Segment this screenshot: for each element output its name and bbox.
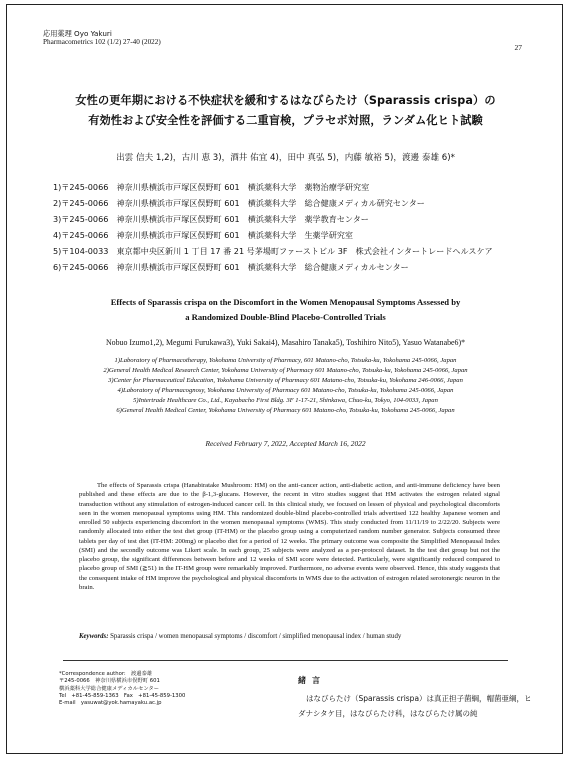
title-en bbox=[47, 295, 524, 325]
journal-title-jp: 応用薬理 Oyo Yakuri bbox=[43, 29, 112, 38]
journal-citation: Pharmacometrics 102 (1/2) 27-40 (2022) bbox=[43, 38, 161, 46]
affiliation-en-4: 4)Laboratory of Pharmacognosy, Yokohama University of Pharmacy 601 Matano-cho, Totsuka-ku, Yokohama 245-0066, Japan bbox=[117, 387, 454, 394]
title-en-line-1: Effects of Sparassis crispa on the Discomfort in the Women Menopausal Symptoms Assessed by bbox=[110, 297, 461, 307]
correspondence-author: *Correspondence author: 渡邊泰雄 bbox=[59, 671, 153, 677]
authors-en: Nobuo Izumo1,2), Megumi Furukawa3), Yuki Sakai4), Masahiro Tanaka5), Toshihiro Nito5), Yasuo Watanabe6)* bbox=[105, 338, 466, 347]
affiliation-en-3: 3)Center for Pharmaceutical Education, Yokohama University of Pharmacy 601 Matano-cho, Totsuka-ku, Yokohama 246-0066, Japan bbox=[108, 377, 463, 384]
journal-header bbox=[43, 29, 161, 47]
abstract: The effects of Sparassis crispa (Hanabiratake Mushroom: HM) on the anti-cancer action, anti-diabetic action, and anti-immune deficiency have been published and these effects are due to the β-1,3-glucans. However, the recent in vitro studies suggest that HM activates the estrogen related signal transduction without any stimulation of estrogen-induced cancer cell. In this clinical study, we focused on lessen of physical and psychological discomforts seen in the women menopausal symptoms using HM. This randomized double-blind placebo-controlled trials advertised 122 healthy Japanese women and enrolled 50 subjects experiencing discomfort in the women menopausal symptoms (WMS). This study conducted from 11/11/19 to 2/22/20. Subjects were randomly allocated into either the test diet group (IT-HM) or the placebo group using a computerized random number generator. Subjects consumed three tablets per day of test diet (IT-HM: 200mg) or placebo diet for a period of 12 weeks. The primary outcome was composite the Simplified Menopausal Index (SMI) and the secondly outcome was Likert scale. In each group, 25 subjects were analyzed as a per-protocol dataset. In the test diet group but not the placebo group, the significant differences between before and 12 weeks of SMI score were detected. Particularly, were significantly reduced compared to placebo group of SMI (≧51) in the IT-HM group were remarkably improved. Furthermore, no adverse events were observed. Hence, this study suggests that the consequent intake of HM improve the psychological and physical discomforts in WMS due to the activation of estrogen related serotonergic neuron in the brain. bbox=[79, 482, 500, 591]
correspondence-note bbox=[59, 671, 259, 707]
affiliation-jp-5: 5)〒104-0033 東京都中央区新川 1 丁目 17 番 21 号茅場町ファーストビル 3F 株式会社インタートレードヘルスケア bbox=[53, 246, 493, 256]
keywords-text: Sparassis crispa / women menopausal symptoms / discomfort / simplified menopausal index / human study bbox=[110, 633, 402, 640]
affiliations-jp bbox=[53, 179, 527, 275]
intro-heading: 緒言 bbox=[298, 676, 326, 685]
affiliations-en bbox=[43, 356, 528, 416]
correspondence-institution: 横浜薬科大学総合健康メディカルセンター bbox=[59, 685, 160, 692]
section-divider bbox=[63, 660, 508, 661]
affiliation-en-2: 2)General Health Medical Research Center, Yokohama University of Pharmacy 601 Matano-cho, Totsuka-ku, Yokohama 245-0066, Japan bbox=[103, 367, 468, 374]
paper-page bbox=[6, 4, 563, 754]
affiliation-jp-3: 3)〒245-0066 神奈川県横浜市戸塚区俣野町 601 横浜薬科大学 薬学教育センター bbox=[53, 214, 369, 224]
correspondence-address: 〒245-0066 神奈川県横浜市俣野町 601 bbox=[59, 678, 160, 685]
title-jp bbox=[37, 91, 534, 131]
received-dates: Received February 7, 2022, Accepted March 16, 2022 bbox=[205, 439, 366, 448]
keywords bbox=[79, 633, 500, 640]
affiliation-en-6: 6)General Health Medical Center, Yokohama University of Pharmacy 601 Matano-cho, Totsuka-ku, Yokohama 245-0066, Japan bbox=[116, 407, 455, 414]
intro-text: はなびらたけ（Sparassis crispa）は真正担子菌綱，帽菌亜綱，ヒダナシタケ目，はなびらたけ科，はなびらたけ属の純 bbox=[298, 694, 532, 718]
title-jp-line-1: 女性の更年期における不快症状を緩和するはなびらたけ（Sparassis crispa）の bbox=[75, 94, 496, 107]
affiliation-jp-2: 2)〒245-0066 神奈川県横浜市戸塚区俣野町 601 横浜薬科大学 総合健康メディカル研究センター bbox=[53, 198, 425, 208]
title-jp-line-2: 有効性および安全性を評価する二重盲検，プラセボ対照，ランダム化ヒト試験 bbox=[88, 114, 483, 127]
affiliation-jp-1: 1)〒245-0066 神奈川県横浜市戸塚区俣野町 601 横浜薬科大学 薬物治療学研究室 bbox=[53, 182, 370, 192]
keywords-label: Keywords: bbox=[79, 633, 109, 640]
page-number: 27 bbox=[514, 43, 522, 52]
correspondence-phone: Tel +81-45-859-1363 Fax +81-45-859-1300 bbox=[59, 692, 186, 699]
affiliation-en-1: 1)Laboratory of Pharmacotherapy, Yokohama University of Pharmacy, 601 Matano-cho, Totsuka-ku, Yokohama 245-0066, Japan bbox=[114, 357, 457, 364]
title-en-line-2: a Randomized Double-Blind Placebo-Controlled Trials bbox=[185, 312, 386, 322]
affiliation-jp-6: 6)〒245-0066 神奈川県横浜市戸塚区俣野町 601 横浜薬科大学 総合健康メディカルセンター bbox=[53, 262, 409, 272]
affiliation-jp-4: 4)〒245-0066 神奈川県横浜市戸塚区俣野町 601 横浜薬科大学 生薬学研究室 bbox=[53, 230, 354, 240]
correspondence-email: E-mail yasuwat@yok.hamayaku.ac.jp bbox=[59, 700, 162, 707]
authors-jp: 出雲 信夫 1,2)，古川 恵 3)，酒井 佑宜 4)，田中 真弘 5)，内藤 敏裕 5)，渡邊 泰雄 6)* bbox=[116, 153, 455, 163]
affiliation-en-5: 5)Intertrade Healthcare Co., Ltd., Kayabacho First Bldg. 3F 1-17-21, Shinkawa, Chuo-ku, Tokyo, 104-0033, Japan bbox=[133, 397, 438, 404]
